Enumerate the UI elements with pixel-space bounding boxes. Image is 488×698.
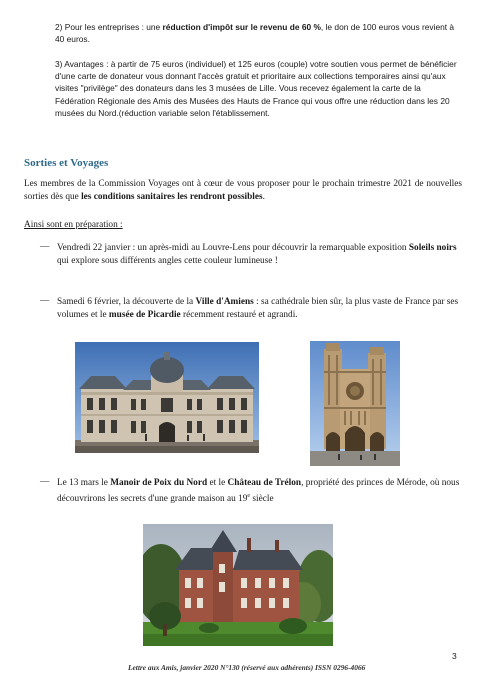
- chateau-trelon-image: [143, 524, 333, 646]
- list-dash: —: [40, 477, 50, 487]
- chateau-photo: [143, 524, 333, 646]
- cathedral-photo: [310, 341, 400, 466]
- advantages-paragraph: 3) Avantages : à partir de 75 euros (individuel) et 125 euros (couple) votre soutien vous permet de bénéficier d'une carte de donateur vous donnant l'accès gratuit et prioritaire aux collections temporaires ainsi qu'aux visites "privilège" des donateurs dans les 3 musées de Lille. Vous recevez également la carte de la Fédération Régionale des Amis des Musées des Hauts de France qui vous offre une réduction dans les 20 musées du Nord.(réduction variable selon l'établissement.: [55, 59, 457, 118]
- footer-citation: Lettre aux Amis, janvier 2020 N°130 (réservé aux adhérents) ISSN 0296-4066: [128, 663, 366, 672]
- list-item-poix-trelon: Le 13 mars le Manoir de Poix du Nord et le Château de Trélon, propriété des princes de Mérode, où nous découvrirons les secrets d'une grande maison au 19e siècle: [57, 478, 460, 505]
- list-item-louvre-lens: Vendredi 22 janvier : un après-midi au Louvre-Lens pour découvrir la remarquable exposition Soleils noirs qui explore sous différents angles cette couleur lumineuse !: [57, 243, 457, 266]
- list-item-amiens: Samedi 6 février, la découverte de la Ville d'Amiens : sa cathédrale bien sûr, la plus vaste de France par ses volumes et le musée de Picardie récemment restauré et agrandi.: [57, 297, 459, 320]
- list-dash: —: [40, 296, 50, 306]
- museum-photo: [75, 342, 259, 453]
- amiens-cathedral-image: [310, 341, 400, 466]
- tax-reduction-paragraph: 2) Pour les entreprises : une réduction d'impôt sur le revenu de 60 %, le don de 100 euros vous revient à 40 euros.: [55, 22, 455, 45]
- picardie-museum-image: [75, 342, 259, 453]
- list-dash: —: [40, 242, 50, 252]
- section-title: Sorties et Voyages: [24, 157, 109, 169]
- preparation-label: Ainsi sont en préparation :: [24, 220, 123, 230]
- section-intro: Les membres de la Commission Voyages ont à cœur de vous proposer pour le prochain trimestre 2021 de nouvelles sorties dès que les conditions sanitaires les rendront possibles.: [24, 179, 462, 202]
- page-number: 3: [452, 651, 457, 661]
